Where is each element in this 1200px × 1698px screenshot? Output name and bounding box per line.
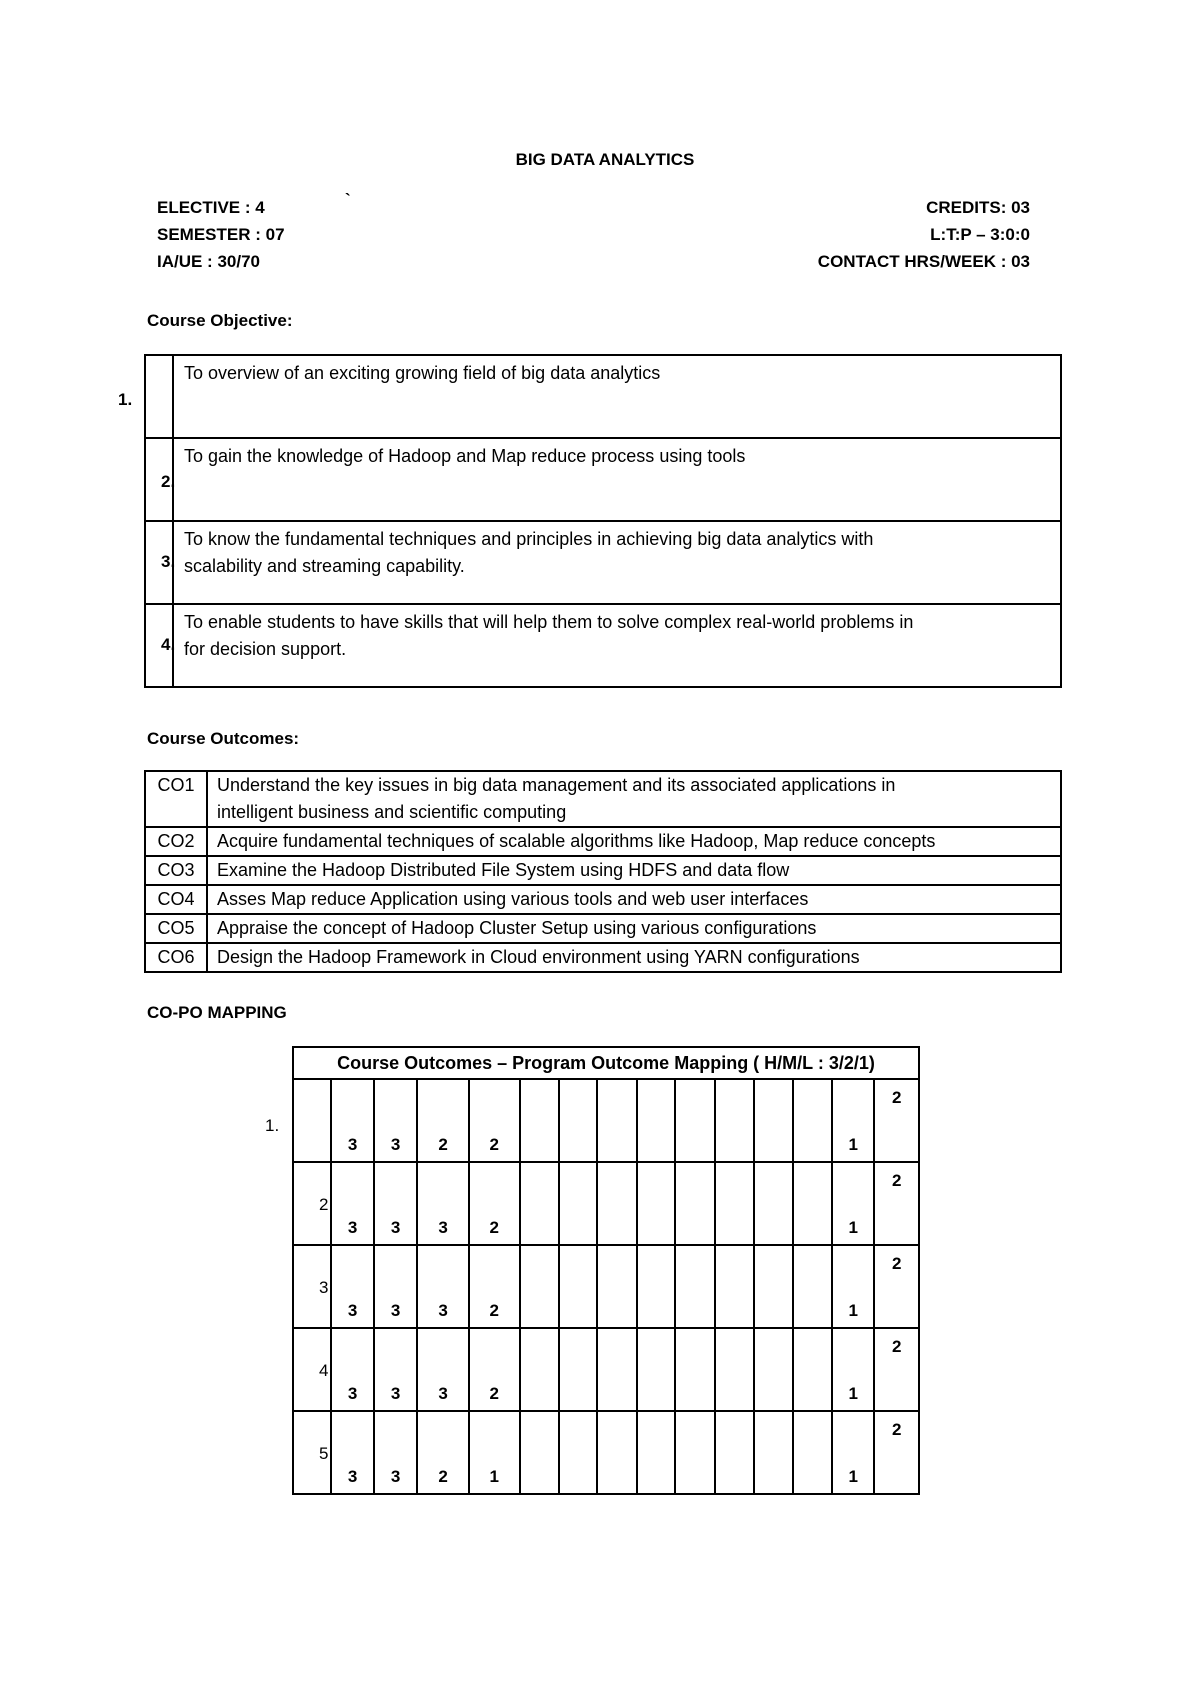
objective-number: 1. bbox=[118, 390, 133, 409]
objective-number-cell bbox=[145, 438, 176, 521]
mapping-cell bbox=[559, 1411, 597, 1494]
mapping-value: 3 bbox=[438, 1384, 448, 1403]
mapping-cell bbox=[793, 1328, 832, 1411]
course-outcomes-table bbox=[144, 770, 1062, 973]
co-po-mapping-heading: CO-PO MAPPING bbox=[147, 1003, 287, 1022]
mapping-cell bbox=[597, 1079, 636, 1162]
mapping-cell bbox=[597, 1411, 636, 1494]
mapping-cell bbox=[374, 1411, 417, 1494]
mapping-cell bbox=[597, 1245, 636, 1328]
mapping-cell bbox=[520, 1162, 559, 1245]
mapping-value: 3 bbox=[390, 1135, 401, 1154]
mapping-cell bbox=[793, 1162, 832, 1245]
mapping-cell bbox=[469, 1079, 520, 1162]
semester-label: SEMESTER : 07 bbox=[157, 225, 285, 244]
outcome-line: Understand the key issues in big data management and its associated applications in bbox=[217, 775, 896, 795]
mapping-cell bbox=[469, 1162, 520, 1245]
outcome-description: Design the Hadoop Framework in Cloud environment using YARN configurations bbox=[207, 943, 1061, 972]
mapping-value: 3 bbox=[347, 1384, 358, 1403]
mapping-row-number-cell bbox=[293, 1411, 334, 1494]
mapping-row-number: 1. bbox=[265, 1116, 280, 1135]
outcome-description: Asses Map reduce Application using various tools and web user interfaces bbox=[207, 885, 1061, 914]
ltp-label: L:T:P – 3:0:0 bbox=[930, 225, 1030, 244]
mapping-cell bbox=[754, 1079, 792, 1162]
mapping-value: 2 bbox=[489, 1135, 499, 1154]
objective-number-cell bbox=[145, 355, 173, 438]
mapping-cell bbox=[874, 1245, 919, 1328]
mapping-value: 1 bbox=[489, 1467, 499, 1486]
objective-number: 4. bbox=[161, 635, 176, 654]
mapping-row-number: 5. bbox=[319, 1444, 334, 1463]
ia-ue-label: IA/UE : 30/70 bbox=[157, 252, 260, 271]
mapping-cell bbox=[637, 1079, 675, 1162]
objective-number: 2. bbox=[161, 472, 176, 491]
mapping-row-number: 2. bbox=[319, 1195, 334, 1214]
objective-text-cell bbox=[173, 355, 1061, 438]
mapping-cell bbox=[469, 1328, 520, 1411]
mapping-cell bbox=[832, 1162, 874, 1245]
mapping-cell bbox=[832, 1328, 874, 1411]
mapping-value: 2 bbox=[438, 1467, 448, 1486]
mapping-row bbox=[293, 1328, 919, 1411]
outcome-row bbox=[145, 771, 1061, 827]
objective-line: scalability and streaming capability. bbox=[184, 556, 465, 576]
mapping-cell bbox=[715, 1411, 754, 1494]
mapping-value: 2 bbox=[891, 1337, 902, 1356]
mapping-cell bbox=[331, 1162, 373, 1245]
mapping-cell bbox=[754, 1411, 792, 1494]
mapping-cell bbox=[331, 1411, 373, 1494]
mapping-row-number-cell bbox=[293, 1162, 334, 1245]
mapping-value: 2 bbox=[438, 1135, 448, 1154]
mapping-cell bbox=[469, 1411, 520, 1494]
mapping-value: 3 bbox=[347, 1135, 358, 1154]
mapping-cell bbox=[417, 1079, 469, 1162]
mapping-cell bbox=[331, 1328, 373, 1411]
elective-label: ELECTIVE : 4 bbox=[157, 198, 265, 217]
mapping-value: 2 bbox=[891, 1254, 902, 1273]
mapping-row-number: 3. bbox=[319, 1278, 334, 1297]
mapping-cell bbox=[637, 1411, 675, 1494]
outcome-row bbox=[145, 943, 1061, 972]
objective-row bbox=[145, 521, 1061, 604]
mapping-cell bbox=[520, 1245, 559, 1328]
objective-row bbox=[145, 438, 1061, 521]
outcome-row bbox=[145, 827, 1061, 856]
mapping-cell bbox=[374, 1328, 417, 1411]
mapping-cell bbox=[597, 1162, 636, 1245]
mapping-value: 2 bbox=[489, 1218, 499, 1237]
mapping-cell bbox=[715, 1245, 754, 1328]
mapping-value: 1 bbox=[848, 1135, 858, 1154]
outcome-line: intelligent business and scientific computing bbox=[217, 802, 567, 822]
mapping-row bbox=[293, 1162, 919, 1245]
mapping-cell bbox=[469, 1245, 520, 1328]
mapping-cell bbox=[715, 1079, 754, 1162]
mapping-cell bbox=[637, 1162, 675, 1245]
mapping-value: 3 bbox=[347, 1301, 358, 1320]
outcome-code: CO6 bbox=[145, 943, 207, 972]
page-title: BIG DATA ANALYTICS bbox=[515, 150, 695, 169]
mapping-cell bbox=[832, 1411, 874, 1494]
stray-mark: ` bbox=[345, 190, 351, 209]
mapping-value: 3 bbox=[390, 1301, 401, 1320]
mapping-value: 1 bbox=[848, 1467, 858, 1486]
outcome-code: CO5 bbox=[145, 914, 207, 943]
mapping-cell bbox=[832, 1079, 874, 1162]
mapping-cell bbox=[559, 1245, 597, 1328]
mapping-cell bbox=[675, 1411, 714, 1494]
mapping-cell bbox=[715, 1328, 754, 1411]
objective-line: for decision support. bbox=[184, 639, 347, 659]
outcome-code: CO3 bbox=[145, 856, 207, 885]
mapping-cell bbox=[675, 1328, 714, 1411]
mapping-cell bbox=[520, 1328, 559, 1411]
mapping-cell bbox=[417, 1162, 469, 1245]
outcome-row bbox=[145, 885, 1061, 914]
mapping-cell bbox=[559, 1162, 597, 1245]
mapping-row bbox=[293, 1079, 919, 1162]
mapping-cell bbox=[637, 1245, 675, 1328]
mapping-value: 2 bbox=[891, 1420, 902, 1439]
mapping-value: 1 bbox=[848, 1384, 858, 1403]
objective-line: To enable students to have skills that will help them to solve complex real-world problems in bbox=[184, 612, 914, 632]
mapping-cell bbox=[874, 1079, 919, 1162]
mapping-cell bbox=[559, 1328, 597, 1411]
mapping-value: 3 bbox=[390, 1467, 401, 1486]
mapping-value: 1 bbox=[848, 1301, 858, 1320]
mapping-cell bbox=[520, 1411, 559, 1494]
mapping-value: 1 bbox=[848, 1218, 858, 1237]
mapping-cell bbox=[675, 1079, 714, 1162]
course-objective-heading: Course Objective: bbox=[147, 311, 293, 330]
co-po-mapping-table bbox=[292, 1046, 920, 1495]
mapping-row-number: 4. bbox=[319, 1361, 334, 1380]
mapping-value: 3 bbox=[438, 1218, 448, 1237]
outcome-row bbox=[145, 914, 1061, 943]
course-objectives-table bbox=[144, 354, 1062, 688]
outcome-description: Acquire fundamental techniques of scalable algorithms like Hadoop, Map reduce concepts bbox=[207, 827, 1061, 856]
mapping-cell bbox=[754, 1245, 792, 1328]
mapping-value: 3 bbox=[347, 1218, 358, 1237]
objective-row bbox=[145, 604, 1061, 687]
mapping-value: 2 bbox=[891, 1088, 902, 1107]
mapping-value: 3 bbox=[347, 1467, 358, 1486]
objective-line: To overview of an exciting growing field of big data analytics bbox=[184, 363, 661, 383]
mapping-value: 2 bbox=[489, 1301, 499, 1320]
mapping-cell bbox=[637, 1328, 675, 1411]
objective-line: To gain the knowledge of Hadoop and Map reduce process using tools bbox=[184, 446, 746, 466]
mapping-cell bbox=[874, 1162, 919, 1245]
mapping-cell bbox=[874, 1411, 919, 1494]
mapping-cell bbox=[559, 1079, 597, 1162]
mapping-table-title: Course Outcomes – Program Outcome Mapping ( H/M/L : 3/2/1) bbox=[293, 1047, 919, 1079]
mapping-cell bbox=[331, 1079, 373, 1162]
outcome-row bbox=[145, 856, 1061, 885]
mapping-cell bbox=[793, 1079, 832, 1162]
outcome-description: Appraise the concept of Hadoop Cluster Setup using various configurations bbox=[207, 914, 1061, 943]
outcome-description: Examine the Hadoop Distributed File System using HDFS and data flow bbox=[207, 856, 1061, 885]
mapping-cell bbox=[374, 1162, 417, 1245]
mapping-value: 3 bbox=[438, 1301, 448, 1320]
credits-label: CREDITS: 03 bbox=[926, 198, 1030, 217]
mapping-row-number-cell bbox=[293, 1079, 331, 1162]
contact-hours-label: CONTACT HRS/WEEK : 03 bbox=[817, 252, 1030, 271]
mapping-cell bbox=[374, 1245, 417, 1328]
objective-text-cell bbox=[173, 521, 1061, 604]
mapping-cell bbox=[417, 1245, 469, 1328]
course-outcomes-heading: Course Outcomes: bbox=[147, 729, 300, 748]
objective-number-cell bbox=[145, 604, 176, 687]
mapping-cell bbox=[597, 1328, 636, 1411]
mapping-cell bbox=[331, 1245, 373, 1328]
mapping-cell bbox=[520, 1079, 559, 1162]
mapping-value: 2 bbox=[489, 1384, 499, 1403]
mapping-row bbox=[293, 1411, 919, 1494]
objective-line: To know the fundamental techniques and principles in achieving big data analytics with bbox=[184, 529, 874, 549]
mapping-cell bbox=[832, 1245, 874, 1328]
mapping-cell bbox=[754, 1328, 792, 1411]
outcome-description bbox=[207, 771, 1061, 827]
mapping-cell bbox=[417, 1328, 469, 1411]
mapping-cell bbox=[754, 1162, 792, 1245]
mapping-cell bbox=[793, 1245, 832, 1328]
outcome-code: CO1 bbox=[145, 771, 207, 827]
mapping-value: 3 bbox=[390, 1384, 401, 1403]
mapping-cell bbox=[793, 1411, 832, 1494]
outcome-code: CO2 bbox=[145, 827, 207, 856]
mapping-row-number-cell bbox=[293, 1328, 334, 1411]
mapping-value: 3 bbox=[390, 1218, 401, 1237]
mapping-cell bbox=[715, 1162, 754, 1245]
mapping-cell bbox=[675, 1162, 714, 1245]
mapping-cell bbox=[874, 1328, 919, 1411]
mapping-value: 2 bbox=[891, 1171, 902, 1190]
objective-row bbox=[145, 355, 1061, 438]
mapping-cell bbox=[675, 1245, 714, 1328]
mapping-row-number-cell bbox=[293, 1245, 334, 1328]
objective-text-cell bbox=[173, 604, 1061, 687]
outcome-code: CO4 bbox=[145, 885, 207, 914]
mapping-cell bbox=[417, 1411, 469, 1494]
mapping-cell bbox=[374, 1079, 417, 1162]
objective-text-cell bbox=[173, 438, 1061, 521]
objective-number: 3. bbox=[161, 552, 176, 571]
mapping-row bbox=[293, 1245, 919, 1328]
objective-number-cell bbox=[145, 521, 176, 604]
